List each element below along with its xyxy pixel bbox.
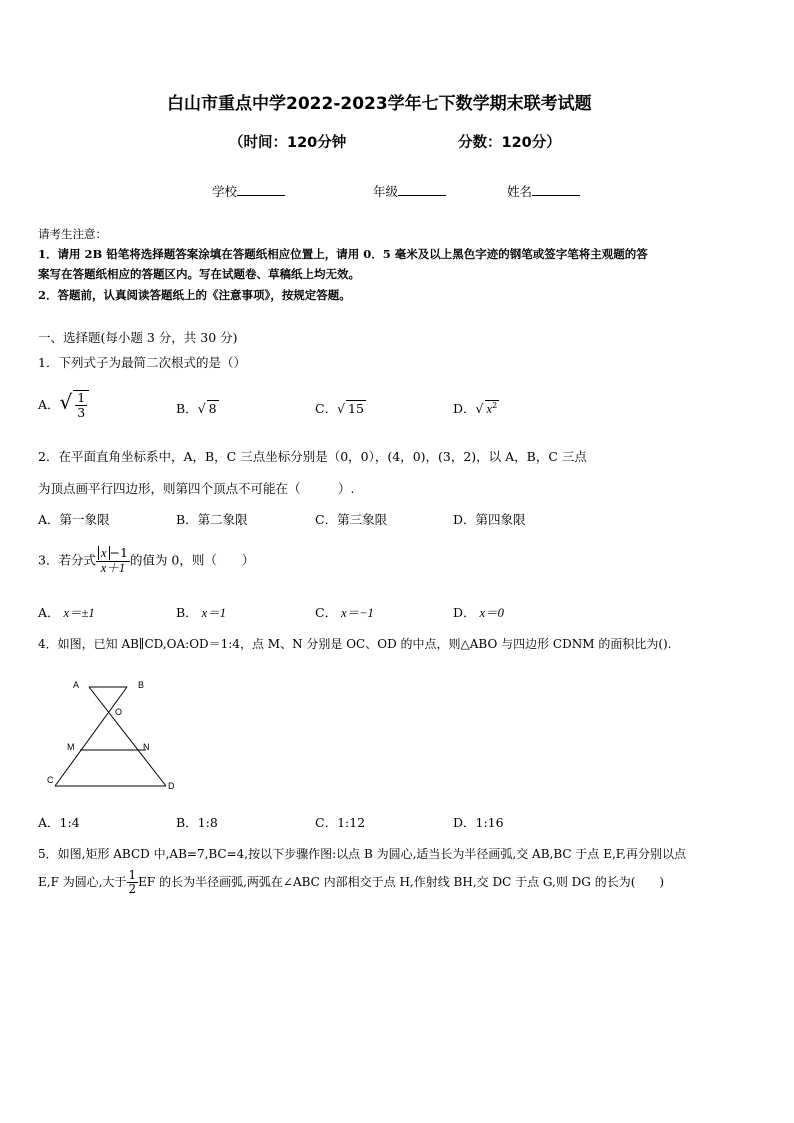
- page-title: 白山市重点中学2022-2023学年七下数学期末联考试题: [167, 94, 592, 114]
- q1-b-radicand: 8: [208, 401, 217, 416]
- segment-bc: [55, 687, 127, 786]
- notice-item2: 2．答题前，认真阅读答题纸上的《注意事项》，按规定答题。: [38, 288, 351, 302]
- grade-label: 年级: [373, 184, 399, 199]
- label-d: D: [168, 781, 175, 791]
- name-field[interactable]: [507, 182, 580, 200]
- q5-frac-num: 1: [128, 868, 137, 882]
- q4-stem: 4．如图，已知 AB∥CD,OA:OD＝1:4，点 M、N 分别是 OC、OD 的中点，则△ABO 与四边形 CDNM 的面积比为().: [38, 637, 672, 651]
- q1-c-radicand: 15: [348, 401, 364, 416]
- q4-option-b[interactable]: B．1:8: [176, 815, 218, 830]
- q2-option-b[interactable]: B．第二象限: [176, 512, 248, 527]
- name-label: 姓名: [507, 184, 533, 199]
- q3-option-c[interactable]: [315, 603, 374, 621]
- q1-d-exp: 2: [492, 400, 498, 410]
- q1-option-d[interactable]: D．√ $x^2$: [453, 400, 498, 416]
- q1-stem: 1．下列式子为最简二次根式的是（）: [38, 355, 246, 370]
- label-b: B: [138, 680, 145, 690]
- q3-num-x: x: [98, 546, 110, 560]
- q1-option-b[interactable]: B．√ 8: [176, 401, 217, 416]
- q3-b-expr: x＝1: [201, 606, 226, 620]
- q4-figure: [40, 672, 190, 797]
- grade-blank[interactable]: [398, 185, 446, 196]
- q1-c-label: C．: [315, 401, 338, 416]
- q1-b-label: B．: [176, 401, 198, 416]
- q3-c-expr: x＝−1: [341, 606, 374, 620]
- label-a: A: [73, 680, 80, 690]
- q2-option-a[interactable]: A．第一象限: [38, 512, 110, 527]
- q2-option-d[interactable]: D．第四象限: [453, 512, 526, 527]
- label-o: O: [115, 707, 123, 717]
- q5-line2-post: EF 的长为半径画弧,两弧在∠ABC 内部相交于点 H,作射线 BH,交 DC 于点 G,则 DG 的长为( ): [138, 875, 665, 890]
- name-blank[interactable]: [532, 185, 580, 196]
- q5-line2-pre: E,F 为圆心,大于: [38, 875, 127, 890]
- q3-b-label: B．: [176, 605, 198, 620]
- q1-a-label: A．: [38, 397, 60, 412]
- q1-option-c[interactable]: C．√ 15: [315, 401, 364, 416]
- segment-ad: [89, 687, 166, 786]
- q3-c-label: C．: [315, 605, 338, 620]
- q3-suffix: 的值为 0，则（ ）: [129, 552, 255, 568]
- q5-line2: [38, 869, 664, 896]
- school-label: 学校: [212, 184, 238, 199]
- q4-option-a[interactable]: A．1:4: [38, 815, 80, 830]
- label-c: C: [47, 775, 54, 785]
- q4-option-c[interactable]: C．1:12: [315, 815, 366, 830]
- notice-item1-line2: 案写在答题纸相应的答题区内。写在试题卷、草稿纸上均无效。: [38, 267, 360, 281]
- label-n: N: [143, 742, 150, 752]
- notice-item1-line1: 1．请用 2B 铅笔将选择题答案涂填在答题纸相应位置上，请用 0．5 毫米及以上黑色字迹的钢笔或签字笔将主观题的答: [38, 247, 648, 261]
- q3-option-b[interactable]: [176, 603, 226, 621]
- exam-time: （时间：120分钟: [229, 135, 347, 151]
- q5-frac-den: 2: [128, 882, 137, 897]
- grade-field[interactable]: [373, 182, 446, 200]
- q3-den: x＋1: [100, 560, 126, 575]
- q3-prefix: 3．若分式: [38, 552, 96, 568]
- q1-option-a[interactable]: A．√ $\frac{1}{3}$: [38, 390, 89, 420]
- q3-d-label: D．: [453, 605, 476, 620]
- q4-option-d[interactable]: D．1:16: [453, 815, 504, 830]
- notice-heading: 请考生注意：: [38, 227, 107, 241]
- exam-score: 分数：120分）: [458, 135, 561, 151]
- q2-line2: 为顶点画平行四边形，则第四个顶点不可能在（ ）.: [38, 481, 355, 496]
- q3-a-expr: x＝±1: [63, 606, 95, 620]
- q3-a-label: A．: [38, 605, 60, 620]
- q2-line1: 2．在平面直角坐标系中，A，B，C 三点坐标分别是（0，0），(4，0)，(3，2)，以 A，B，C 三点: [38, 449, 587, 464]
- q2-option-c[interactable]: C．第三象限: [315, 512, 388, 527]
- q3-option-a[interactable]: [38, 603, 95, 621]
- q3-d-expr: x＝0: [479, 606, 504, 620]
- q1-d-base: x: [486, 402, 493, 416]
- q1-a-den: 3: [77, 405, 86, 420]
- section1-heading: 一、选择题(每小题 3 分，共 30 分): [38, 330, 238, 345]
- school-field[interactable]: [212, 182, 285, 200]
- q1-a-num: 1: [77, 390, 86, 406]
- school-blank[interactable]: [237, 185, 285, 196]
- q5-line1: 5．如图,矩形 ABCD 中,AB=7,BC=4,按以下步骤作图:以点 B 为圆心,适当长为半径画弧,交 AB,BC 于点 E,F,再分别以点: [38, 847, 687, 861]
- q3-stem: [38, 546, 254, 576]
- q3-num-rest: −1: [109, 545, 128, 560]
- q3-option-d[interactable]: [453, 603, 504, 621]
- q1-d-label: D．: [453, 401, 476, 416]
- label-m: M: [67, 742, 75, 752]
